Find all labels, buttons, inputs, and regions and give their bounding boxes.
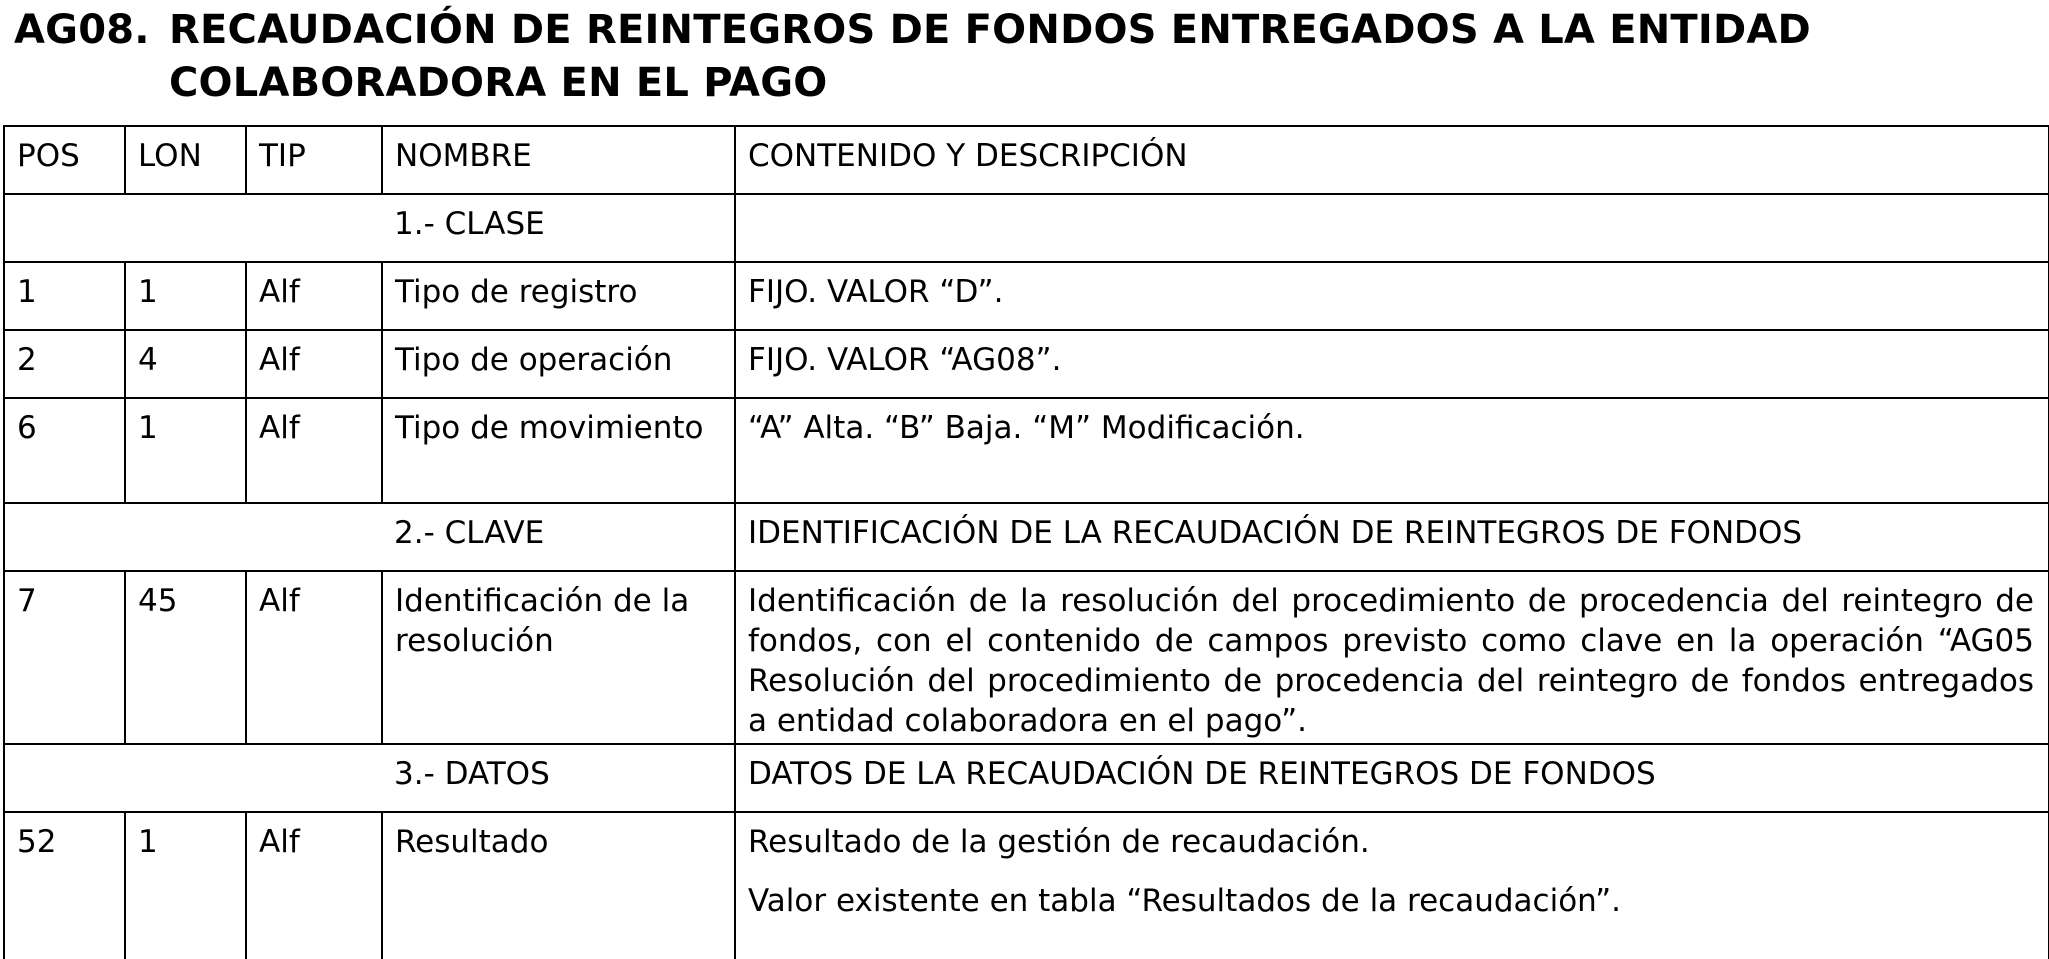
cell-tip: Alf xyxy=(246,571,382,744)
section-label: 2.- CLAVE xyxy=(382,503,735,571)
title-text: RECAUDACIÓN DE REINTEGROS DE FONDOS ENTREGADOS A LA ENTIDAD COLABORADORA EN EL PAGO xyxy=(169,7,1811,106)
description-text: “A” Alta. “B” Baja. “M” Modificación. xyxy=(748,410,1305,446)
cell-nombre: Tipo de operación xyxy=(382,330,735,398)
cell-nombre: Tipo de movimiento xyxy=(382,398,735,503)
cell-descripcion xyxy=(735,812,2049,959)
cell-tip: Alf xyxy=(246,812,382,959)
table-row xyxy=(4,330,2049,398)
description-text: FIJO. VALOR “AG08”. xyxy=(748,342,1062,378)
field-spec-table xyxy=(3,125,2049,959)
table-row xyxy=(4,398,2049,503)
cell-pos: 7 xyxy=(4,571,125,744)
description-text: Valor existente en tabla “Resultados de la recaudación”. xyxy=(748,883,1622,919)
cell-nombre: Resultado xyxy=(382,812,735,959)
cell-pos: 2 xyxy=(4,330,125,398)
table-header-row xyxy=(4,126,2049,194)
section-description: DATOS DE LA RECAUDACIÓN DE REINTEGROS DE FONDOS xyxy=(735,744,2049,812)
cell-lon: 1 xyxy=(125,262,246,330)
header-lon: LON xyxy=(125,126,246,194)
table-row xyxy=(4,812,2049,959)
section-spacer xyxy=(4,503,382,571)
cell-descripcion xyxy=(735,262,2049,330)
description-text: FIJO. VALOR “D”. xyxy=(748,274,1004,310)
cell-descripcion xyxy=(735,398,2049,503)
cell-pos: 6 xyxy=(4,398,125,503)
cell-nombre: Identificación de la resolución xyxy=(382,571,735,744)
section-description xyxy=(735,194,2049,262)
cell-lon: 1 xyxy=(125,398,246,503)
section-row xyxy=(4,194,2049,262)
document-title xyxy=(14,4,2034,110)
cell-nombre: Tipo de registro xyxy=(382,262,735,330)
section-label: 3.- DATOS xyxy=(382,744,735,812)
cell-pos: 52 xyxy=(4,812,125,959)
cell-pos: 1 xyxy=(4,262,125,330)
table-row xyxy=(4,571,2049,744)
header-nombre: NOMBRE xyxy=(382,126,735,194)
cell-lon: 45 xyxy=(125,571,246,744)
cell-tip: Alf xyxy=(246,262,382,330)
section-label: 1.- CLASE xyxy=(382,194,735,262)
description-text: Resultado de la gestión de recaudación. xyxy=(748,824,1370,860)
cell-lon: 1 xyxy=(125,812,246,959)
header-tip: TIP xyxy=(246,126,382,194)
cell-descripcion xyxy=(735,330,2049,398)
section-row xyxy=(4,503,2049,571)
section-description: IDENTIFICACIÓN DE LA RECAUDACIÓN DE REINTEGROS DE FONDOS xyxy=(735,503,2049,571)
cell-tip: Alf xyxy=(246,330,382,398)
operation-code: AG08. xyxy=(14,7,150,53)
section-spacer xyxy=(4,194,382,262)
table-row xyxy=(4,262,2049,330)
cell-descripcion xyxy=(735,571,2049,744)
header-pos: POS xyxy=(4,126,125,194)
description-text: Identificación de la resolución del procedimiento de procedencia del reintegro de fondos, con el contenido de campos previsto como clave en la operación “AG05 Resolución del procedimiento de procedencia del reintegro de fondos entregados a entidad colaboradora en el pago”. xyxy=(748,583,2034,739)
header-contenido: CONTENIDO Y DESCRIPCIÓN xyxy=(735,126,2049,194)
cell-lon: 4 xyxy=(125,330,246,398)
section-row xyxy=(4,744,2049,812)
cell-tip: Alf xyxy=(246,398,382,503)
section-spacer xyxy=(4,744,382,812)
